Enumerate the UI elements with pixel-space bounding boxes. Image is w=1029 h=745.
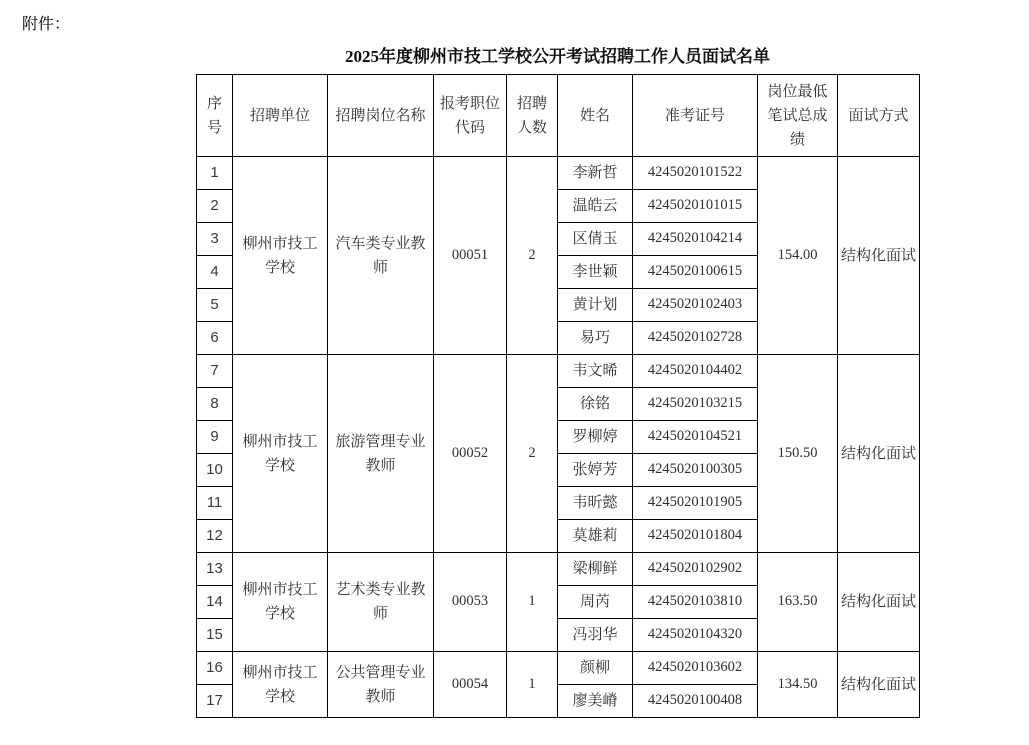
score-cell: 134.50 — [758, 652, 838, 718]
name-cell: 黄计划 — [558, 289, 633, 322]
document-body — [196, 42, 919, 718]
unit-cell: 柳州市技工学校 — [233, 652, 328, 718]
count-cell: 2 — [507, 355, 558, 553]
ticket-cell: 4245020103602 — [633, 652, 758, 685]
row-number-cell: 11 — [197, 487, 233, 520]
code-cell: 00051 — [434, 157, 507, 355]
count-cell: 2 — [507, 157, 558, 355]
name-cell: 罗柳婷 — [558, 421, 633, 454]
attachment-label: 附件： — [22, 16, 71, 33]
unit-cell: 柳州市技工学校 — [233, 553, 328, 652]
ticket-cell: 4245020104521 — [633, 421, 758, 454]
name-cell: 冯羽华 — [558, 619, 633, 652]
name-cell: 莫雄莉 — [558, 520, 633, 553]
position-cell: 旅游管理专业教师 — [328, 355, 434, 553]
name-cell: 周芮 — [558, 586, 633, 619]
interview-mode-cell: 结构化面试 — [838, 652, 920, 718]
interview-mode-cell: 结构化面试 — [838, 157, 920, 355]
row-number-cell: 2 — [197, 190, 233, 223]
ticket-cell: 4245020101015 — [633, 190, 758, 223]
table-row — [197, 355, 920, 388]
row-number-cell: 15 — [197, 619, 233, 652]
name-cell: 韦文晞 — [558, 355, 633, 388]
ticket-cell: 4245020104320 — [633, 619, 758, 652]
row-number-cell: 13 — [197, 553, 233, 586]
interview-list-table — [196, 74, 920, 718]
column-header-code: 报考职位代码 — [434, 75, 507, 157]
code-cell: 00053 — [434, 553, 507, 652]
ticket-cell: 4245020102403 — [633, 289, 758, 322]
ticket-cell: 4245020103215 — [633, 388, 758, 421]
name-cell: 梁柳鲜 — [558, 553, 633, 586]
row-number-cell: 9 — [197, 421, 233, 454]
column-header-no: 序号 — [197, 75, 233, 157]
score-cell: 154.00 — [758, 157, 838, 355]
interview-mode-cell: 结构化面试 — [838, 355, 920, 553]
ticket-cell: 4245020101522 — [633, 157, 758, 190]
header-row — [197, 75, 920, 157]
position-cell: 汽车类专业教师 — [328, 157, 434, 355]
name-cell: 温皓云 — [558, 190, 633, 223]
code-cell: 00054 — [434, 652, 507, 718]
name-cell: 区倩玉 — [558, 223, 633, 256]
ticket-cell: 4245020102902 — [633, 553, 758, 586]
ticket-cell: 4245020101804 — [633, 520, 758, 553]
ticket-cell: 4245020102728 — [633, 322, 758, 355]
row-number-cell: 16 — [197, 652, 233, 685]
column-header-ticket: 准考证号 — [633, 75, 758, 157]
position-cell: 公共管理专业教师 — [328, 652, 434, 718]
name-cell: 颜柳 — [558, 652, 633, 685]
column-header-name: 姓名 — [558, 75, 633, 157]
table-body — [197, 157, 920, 718]
name-cell: 易巧 — [558, 322, 633, 355]
table-header — [197, 75, 920, 157]
name-cell: 李世颖 — [558, 256, 633, 289]
row-number-cell: 10 — [197, 454, 233, 487]
position-cell: 艺术类专业教师 — [328, 553, 434, 652]
row-number-cell: 3 — [197, 223, 233, 256]
column-header-count: 招聘人数 — [507, 75, 558, 157]
row-number-cell: 7 — [197, 355, 233, 388]
table-row — [197, 652, 920, 685]
ticket-cell: 4245020104214 — [633, 223, 758, 256]
row-number-cell: 1 — [197, 157, 233, 190]
column-header-unit: 招聘单位 — [233, 75, 328, 157]
code-cell: 00052 — [434, 355, 507, 553]
count-cell: 1 — [507, 553, 558, 652]
column-header-mode: 面试方式 — [838, 75, 920, 157]
score-cell: 163.50 — [758, 553, 838, 652]
ticket-cell: 4245020103810 — [633, 586, 758, 619]
page-title: 2025年度柳州市技工学校公开考试招聘工作人员面试名单 — [345, 47, 770, 66]
unit-cell: 柳州市技工学校 — [233, 355, 328, 553]
score-cell: 150.50 — [758, 355, 838, 553]
name-cell: 徐铭 — [558, 388, 633, 421]
unit-cell: 柳州市技工学校 — [233, 157, 328, 355]
row-number-cell: 14 — [197, 586, 233, 619]
name-cell: 韦昕懿 — [558, 487, 633, 520]
interview-mode-cell: 结构化面试 — [838, 553, 920, 652]
row-number-cell: 4 — [197, 256, 233, 289]
name-cell: 张婷芳 — [558, 454, 633, 487]
row-number-cell: 17 — [197, 685, 233, 718]
ticket-cell: 4245020101905 — [633, 487, 758, 520]
column-header-position: 招聘岗位名称 — [328, 75, 434, 157]
row-number-cell: 5 — [197, 289, 233, 322]
name-cell: 李新哲 — [558, 157, 633, 190]
table-row — [197, 157, 920, 190]
count-cell: 1 — [507, 652, 558, 718]
ticket-cell: 4245020100408 — [633, 685, 758, 718]
ticket-cell: 4245020104402 — [633, 355, 758, 388]
row-number-cell: 6 — [197, 322, 233, 355]
ticket-cell: 4245020100615 — [633, 256, 758, 289]
ticket-cell: 4245020100305 — [633, 454, 758, 487]
row-number-cell: 8 — [197, 388, 233, 421]
row-number-cell: 12 — [197, 520, 233, 553]
table-row — [197, 553, 920, 586]
name-cell: 廖美嵴 — [558, 685, 633, 718]
column-header-min-score: 岗位最低笔试总成绩 — [758, 75, 838, 157]
